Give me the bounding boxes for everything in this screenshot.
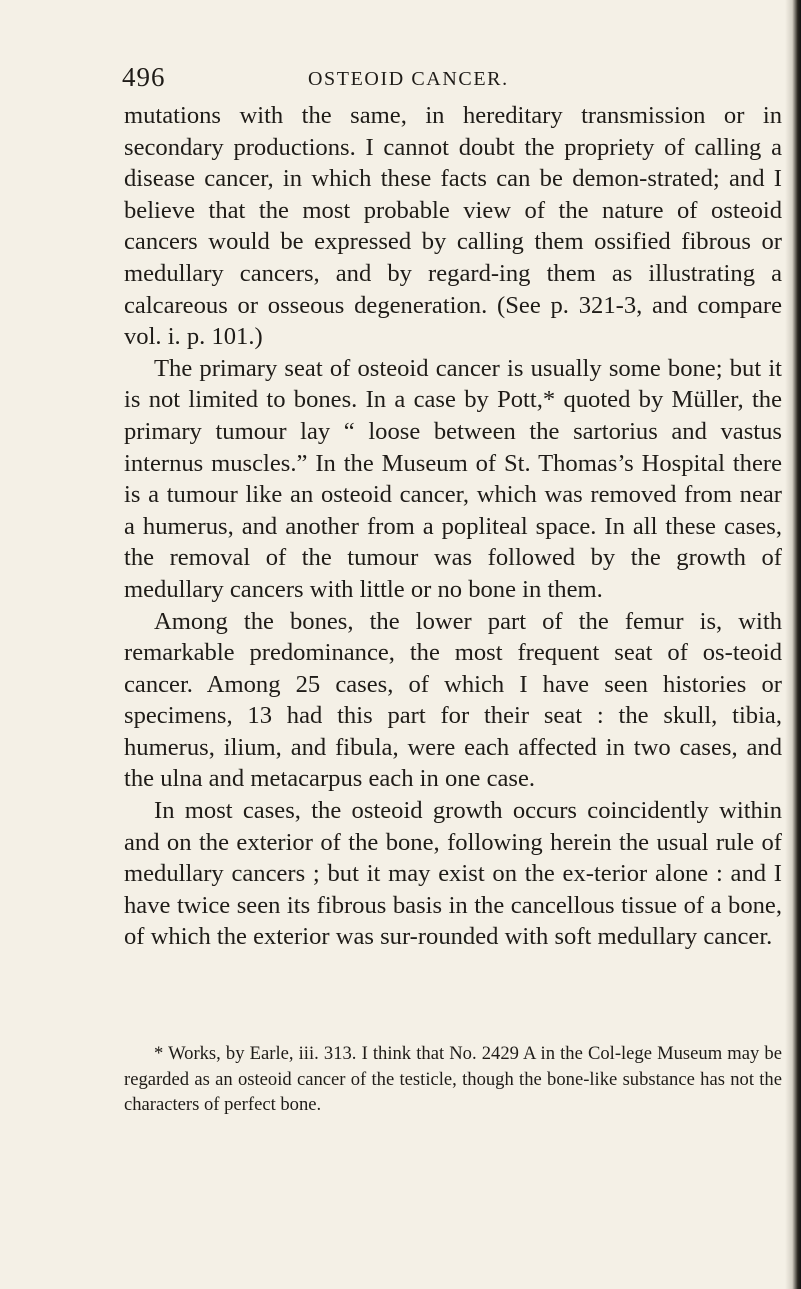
paragraph-1: mutations with the same, in hereditary transmission or in secondary productions. I cannot doubt the propriety of calling a disease cancer, in which these facts can be demon-strated; and I believe that the most probable view of the nature of osteoid cancers would be expressed by calling them ossified fibrous or medullary cancers, and by regard-ing them as illustrating a calcareous or osseous degeneration. (See p. 321-3, and compare vol. i. p. 101.) — [124, 102, 782, 351]
page-edge-shadow — [785, 0, 801, 1289]
footnote: * Works, by Earle, iii. 313. I think that No. 2429 A in the Col-lege Museum may be regarded as an osteoid cancer of the testicle, though the bone-like substance has not the characters of perfect bone. — [124, 1043, 782, 1115]
page-number: 496 — [122, 62, 166, 92]
body-text — [124, 100, 782, 953]
paragraph-2: The primary seat of osteoid cancer is usually some bone; but it is not limited to bones. In a case by Pott,* quoted by Müller, the primary tumour lay “ loose between the sartorius and vastus internus muscles.” In the Museum of St. Thomas’s Hospital there is a tumour like an osteoid cancer, which was removed from near a humerus, and another from a popliteal space. In all these cases, the removal of the tumour was followed by the growth of medullary cancers with little or no bone in them. — [124, 354, 782, 603]
running-title: OSTEOID CANCER. — [308, 68, 509, 90]
paragraph-3: Among the bones, the lower part of the femur is, with remarkable predominance, the most frequent seat of os-teoid cancer. Among 25 cases, of which I have seen histories or specimens, 13 had this part for their seat : the skull, tibia, humerus, ilium, and fibula, were each affected in two cases, and the ulna and metacarpus each in one case. — [124, 607, 782, 793]
paragraph-4: In most cases, the osteoid growth occurs coincidently within and on the exterior of the bone, following herein the usual rule of medullary cancers ; but it may exist on the ex-terior alone : and I have twice seen its fibrous basis in the cancellous tissue of a bone, of which the exterior was sur-rounded with soft medullary cancer. — [124, 797, 782, 951]
